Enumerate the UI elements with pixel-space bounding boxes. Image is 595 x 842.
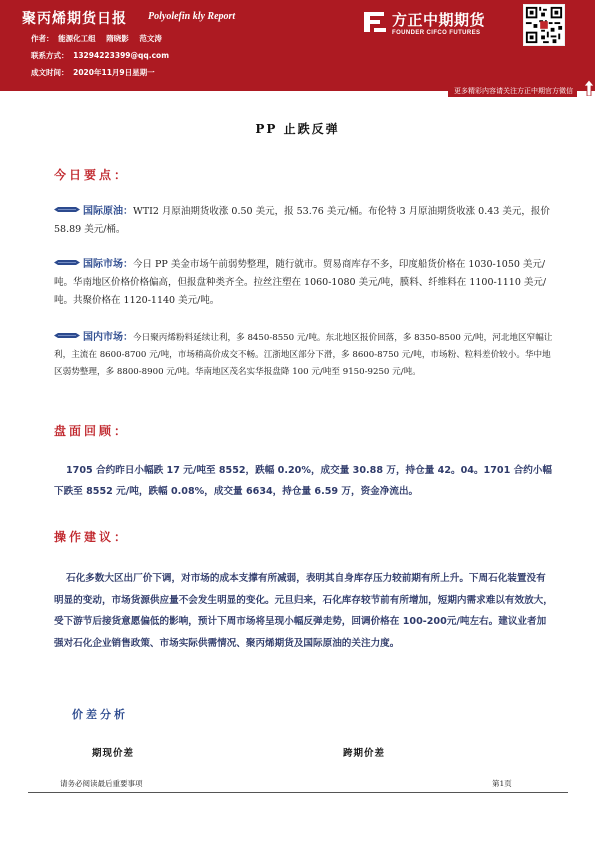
report-date: 2020年11月9日星期一 xyxy=(73,68,155,77)
section-heading-spread: 价差分析 xyxy=(72,708,128,721)
document-title: PP 止跌反弹 xyxy=(255,122,340,136)
pen-bullet-icon xyxy=(54,259,80,266)
crude-oil-label: 国际原油： xyxy=(83,206,133,217)
domestic-market-text: 今日聚丙烯粉料延续让利，多 8450-8550 元/吨。东北地区报价回落，多 8350-8500 元/吨，河北地区窄幅让利，主流在 8600-8700 元/吨，市场稍高价成交不畅。江浙地区部分下滑，多 8600-8750 元/吨，市场粉、粒料差价较小。华中地区弱势整理，多 8800-8900 元/吨。华南地区茂名实华报盘降 100 元/吨至 9150-9250 元/吨。 xyxy=(54,333,553,377)
domestic-market-paragraph xyxy=(54,329,554,381)
footer-disclaimer: 请务必阅读最后重要事项 xyxy=(60,779,143,788)
pen-bullet-icon xyxy=(54,332,80,339)
crude-oil-text: WTI2 月原油期货收涨 0.50 美元，报 53.76 美元/桶。布伦特 3 月原油期货收涨 0.43 美元，报价 58.89 美元/桶。 xyxy=(54,206,550,235)
review-paragraph: 1705 合约昨日小幅跌 17 元/吨至 8552，跌幅 0.20%，成交量 30.88 万，持仓量 42。04。1701 合约小幅下跌至 8552 元/吨，跌幅 0.08%，成交量 6634，持仓量 6.59 万，资金净流出。 xyxy=(54,465,552,497)
international-market-label: 国际市场： xyxy=(83,259,133,270)
contact-label: 联系方式： xyxy=(31,51,69,60)
author-line xyxy=(31,33,170,44)
page-number: 第1页 xyxy=(492,779,512,788)
header-banner xyxy=(0,0,595,90)
date-line xyxy=(31,67,155,78)
qr-code-icon xyxy=(523,4,565,46)
arrow-up-icon xyxy=(584,80,594,96)
contact-email[interactable]: 13294223399@qq.com xyxy=(73,51,170,60)
advice-paragraph: 石化多数大区出厂价下调，对市场的成本支撑有所减弱，表明其自身库存压力较前期有所上升。下周石化装置没有明显的变动，市场货源供应量不会发生明显的变化。元旦归来，石化库存较节前有所增加，短期内需求难以有效放大， 受下游节后接货意愿偏低的影响，预计下周市场将呈现小幅反弹走势，回调价格在 100-200元/吨左右。建议业者加强对石化企业销售政策、市场实际供需情况、聚丙烯期货及国际原油的关注力度。 xyxy=(54,573,553,649)
domestic-market-label: 国内市场： xyxy=(83,332,133,343)
logo-text-zh: 方正中期期货 xyxy=(392,11,486,29)
section-heading-advice: 操作建议： xyxy=(54,530,130,544)
author-label: 作者： xyxy=(31,34,54,43)
company-logo-icon xyxy=(362,8,388,34)
crude-oil-paragraph xyxy=(54,203,554,239)
logo-text-en: FOUNDER CIFCO FUTURES xyxy=(392,30,481,36)
international-market-text: 今日 PP 美金市场午前弱势整理，随行就市。贸易商库存不多，印度船货价格在 1030-1050 美元/吨。华南地区价格价格偏高，但报盘种类齐全。拉丝注塑在 1060-1080 美元/吨，膜料、纤维料在 1100-1110 美元/吨。共聚价格在 1120-1140 美元/吨。 xyxy=(54,259,547,306)
pen-bullet-icon xyxy=(54,206,80,213)
section-heading-review: 盘面回顾： xyxy=(54,424,130,438)
section-heading-highlights: 今日要点： xyxy=(54,168,130,182)
calendar-spread-heading: 跨期价差 xyxy=(343,748,386,759)
international-market-paragraph xyxy=(54,256,554,310)
report-title: 聚丙烯期货日报 xyxy=(22,11,127,27)
company-logo xyxy=(362,6,512,46)
author-3: 范文涛 xyxy=(139,34,162,43)
author-2: 隋晓影 xyxy=(106,34,129,43)
follow-wechat-banner[interactable]: 更多精彩内容请关注方正中期官方微信 xyxy=(448,85,577,97)
footer-divider xyxy=(28,792,568,793)
spot-futures-spread-heading: 期现价差 xyxy=(92,748,135,759)
report-title-en: Polyolefin kly Report xyxy=(148,11,236,22)
contact-line xyxy=(31,50,169,61)
date-label: 成文时间： xyxy=(31,68,69,77)
author-1: 能源化工组 xyxy=(58,34,96,43)
